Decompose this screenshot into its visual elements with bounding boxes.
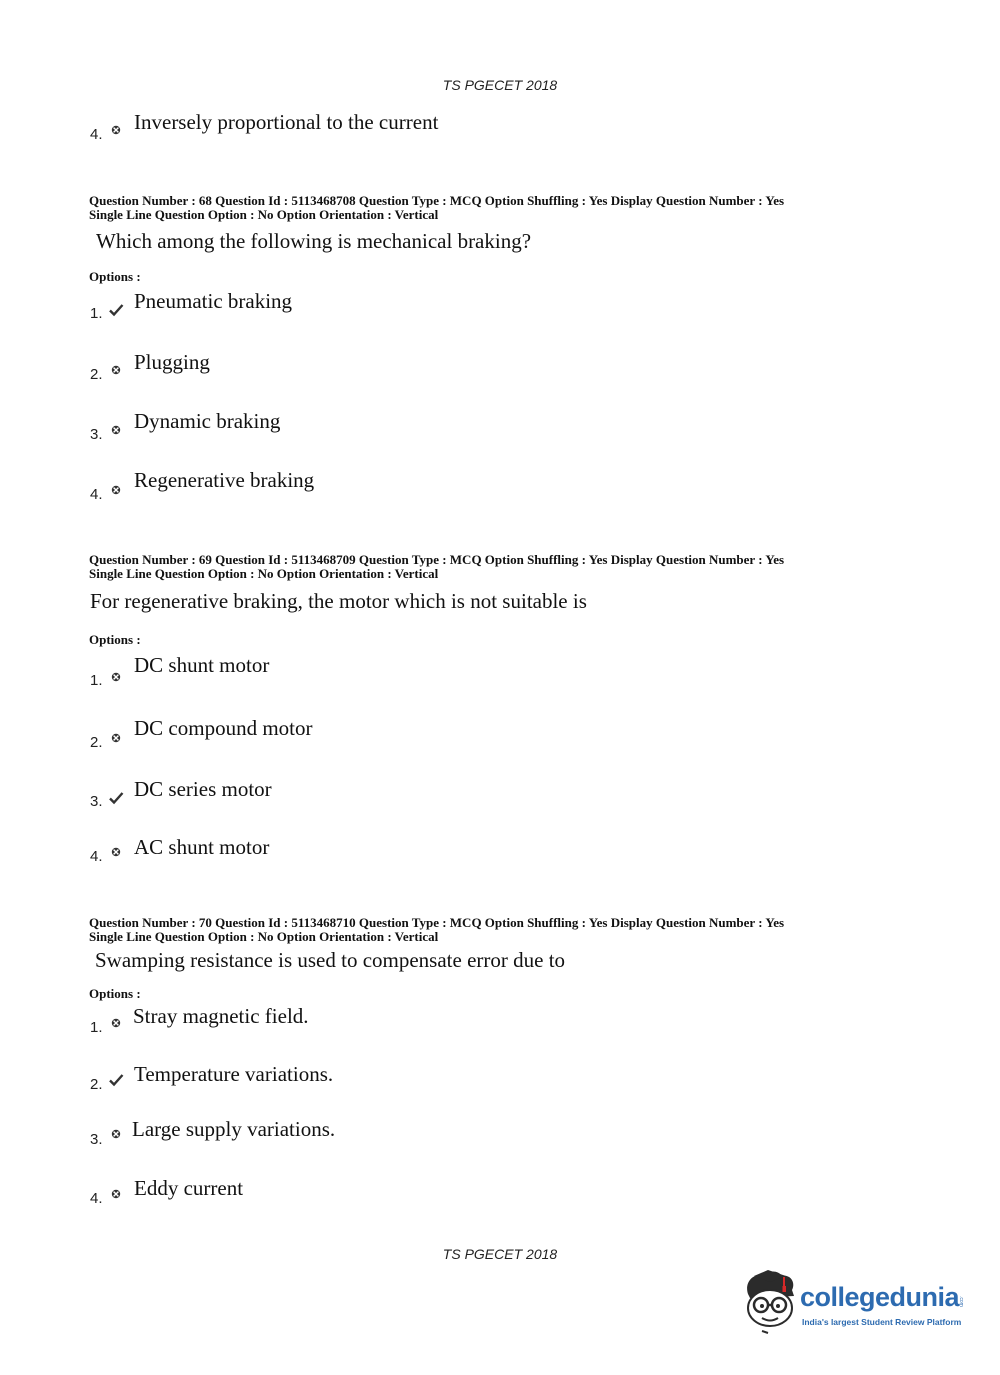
option-text: Regenerative braking (134, 468, 315, 492)
option-number: 1. (90, 1019, 103, 1036)
option-text: Pneumatic braking (134, 289, 293, 313)
check-icon (108, 1072, 124, 1088)
option-text: Temperature variations. (134, 1062, 334, 1086)
option-number: 3. (90, 426, 103, 443)
question-text: For regenerative braking, the motor which is not suitable is (90, 589, 587, 613)
option-text: DC series motor (134, 777, 272, 801)
option-text: DC shunt motor (134, 653, 270, 677)
cross-icon (108, 1126, 124, 1142)
cross-icon (108, 362, 124, 378)
option-text: AC shunt motor (134, 835, 270, 859)
cross-icon (108, 730, 124, 746)
cross-icon (108, 844, 124, 860)
cross-icon (108, 122, 124, 138)
cross-icon (108, 669, 124, 685)
option-number: 2. (90, 734, 103, 751)
check-icon (108, 790, 124, 806)
option-number: 3. (90, 793, 103, 810)
question-meta: Question Number : 68 Question Id : 5113468708 Question Type : MCQ Option Shuffling : Yes Display Question Number : Yes (89, 193, 785, 208)
option-text: Large supply variations. (132, 1117, 336, 1141)
question-meta: Single Line Question Option : No Option Orientation : Vertical (89, 566, 439, 581)
question-meta: Single Line Question Option : No Option Orientation : Vertical (89, 929, 439, 944)
option-number: 4. (90, 486, 103, 503)
collegedunia-logo (740, 1268, 990, 1340)
options-label: Options : (89, 269, 141, 284)
question-text: Swamping resistance is used to compensate error due to (95, 948, 566, 972)
question-meta: Single Line Question Option : No Option Orientation : Vertical (89, 207, 439, 222)
cross-icon (108, 1186, 124, 1202)
cross-icon (108, 422, 124, 438)
options-label: Options : (89, 986, 141, 1001)
option-number: 4. (90, 848, 103, 865)
mascot-icon (740, 1268, 802, 1336)
option-number: 3. (90, 1131, 103, 1148)
option-text: Inversely proportional to the current (134, 110, 439, 134)
options-label: Options : (89, 632, 141, 647)
question-meta: Question Number : 69 Question Id : 5113468709 Question Type : MCQ Option Shuffling : Yes Display Question Number : Yes (89, 552, 785, 567)
cross-icon (108, 482, 124, 498)
option-number: 1. (90, 672, 103, 689)
option-text: Dynamic braking (134, 409, 281, 433)
option-text: DC compound motor (134, 716, 313, 740)
question-text: Which among the following is mechanical braking? (96, 229, 532, 253)
logo-wordmark: collegedunia (800, 1282, 960, 1312)
option-number: 1. (90, 305, 103, 322)
cross-icon (108, 1015, 124, 1031)
option-text: Stray magnetic field. (133, 1004, 309, 1028)
logo-tagline: India's largest Student Review Platform (802, 1317, 962, 1327)
option-number: 2. (90, 1076, 103, 1093)
logo-suffix: .com (958, 1296, 964, 1307)
option-text: Plugging (134, 350, 210, 374)
option-number: 4. (90, 1190, 103, 1207)
option-text: Eddy current (134, 1176, 244, 1200)
option-number: 2. (90, 366, 103, 383)
page-footer: TS PGECET 2018 (442, 1246, 558, 1262)
question-meta: Question Number : 70 Question Id : 5113468710 Question Type : MCQ Option Shuffling : Yes Display Question Number : Yes (89, 915, 785, 930)
page-header: TS PGECET 2018 (442, 77, 558, 93)
check-icon (108, 302, 124, 318)
option-number: 4. (90, 126, 103, 143)
